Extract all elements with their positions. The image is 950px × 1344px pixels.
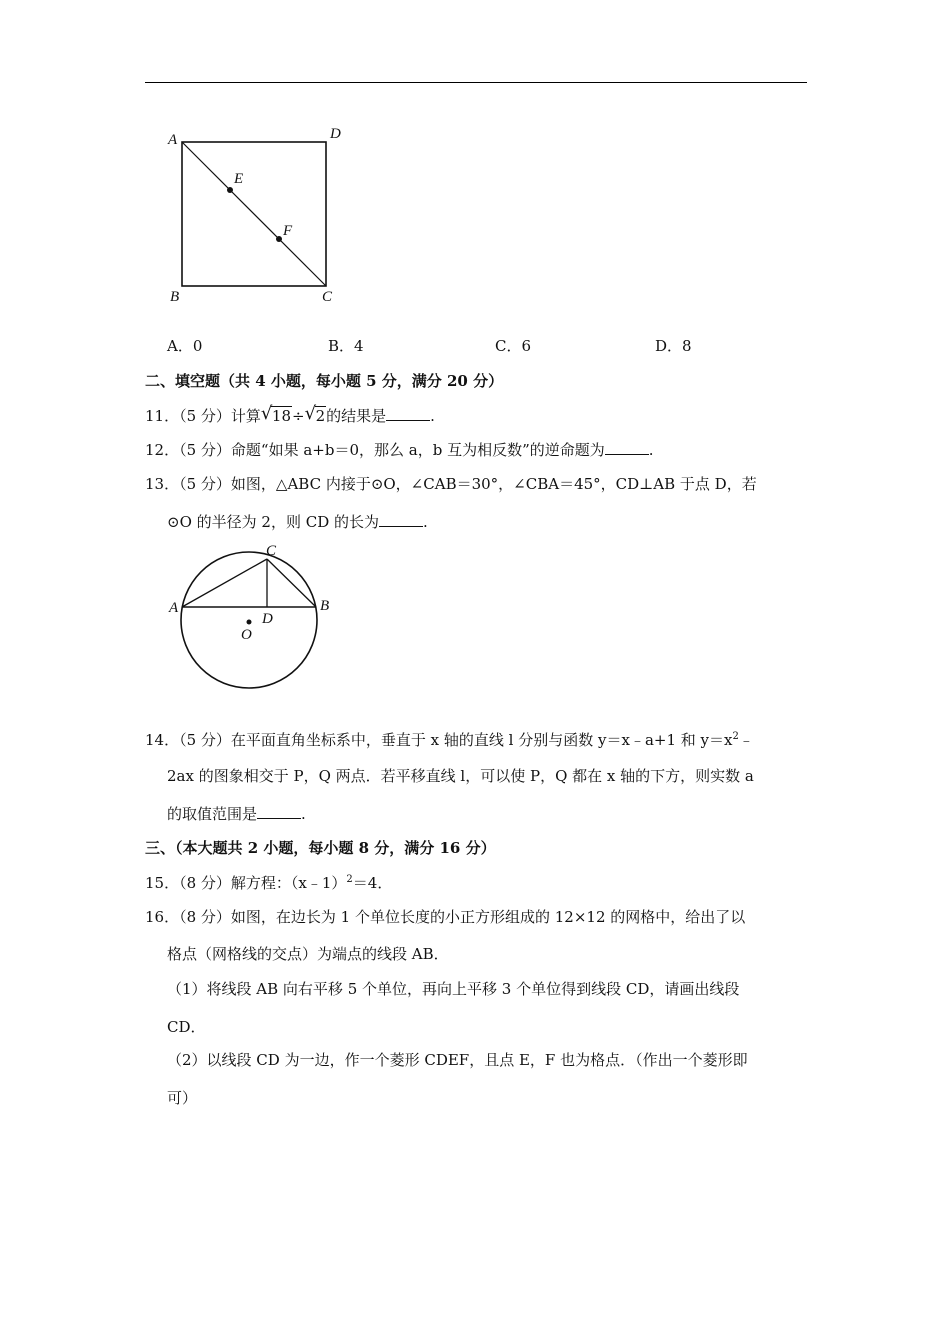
question-12 bbox=[145, 439, 654, 460]
option-c: C．6 bbox=[495, 337, 532, 355]
q14-number: 14． bbox=[145, 731, 180, 749]
q14-exponent: 2 bbox=[732, 731, 739, 742]
q16-part-1a: （1）将线段 AB 向右平移 5 个单位，再向上平移 3 个单位得到线段 CD，请画出线段 bbox=[167, 980, 740, 998]
center-o bbox=[247, 620, 252, 625]
radicand-18: 18 bbox=[271, 407, 291, 425]
q12-end: . bbox=[648, 441, 654, 459]
q14-text-3: 的取值范围是 bbox=[167, 805, 258, 823]
q14-end: . bbox=[301, 805, 306, 823]
q14-text-2: 2ax 的图象相交于 P，Q 两点．若平移直线 l，可以使 P，Q 都在 x 轴的下方，则实数 a bbox=[167, 767, 754, 785]
diagonal-ac bbox=[182, 142, 326, 286]
q11-number: 11． bbox=[145, 407, 180, 425]
q13-text-1: （5 分）如图，△ABC 内接于⊙O，∠CAB＝30°，∠CBA＝45°，CD⊥AB 于点 D，若 bbox=[179, 475, 757, 493]
q15-exponent: 2 bbox=[346, 874, 353, 885]
label-b: B bbox=[320, 598, 330, 614]
label-a: A bbox=[169, 600, 179, 616]
q11-end: . bbox=[430, 407, 435, 425]
square-figure bbox=[160, 120, 360, 310]
answer-blank bbox=[257, 806, 301, 819]
q13-end: . bbox=[423, 513, 428, 531]
question-16-part-2-line-2 bbox=[167, 1087, 197, 1108]
option-b: B．4 bbox=[328, 337, 364, 355]
section-2-title: 二、填空题（共 4 小题，每小题 5 分，满分 20 分） bbox=[145, 372, 504, 390]
q16-part-2b: 可） bbox=[167, 1089, 198, 1107]
q12-text: （5 分）命题“如果 a+b＝0，那么 a，b 互为相反数”的逆命题为 bbox=[179, 441, 605, 459]
segment-ac bbox=[182, 559, 267, 607]
option-d: D．8 bbox=[655, 337, 692, 355]
question-15 bbox=[145, 872, 392, 893]
label-e: E bbox=[234, 171, 244, 187]
question-13-line-2 bbox=[167, 511, 428, 532]
q16-text-1: （8 分）如图，在边长为 1 个单位长度的小正方形组成的 12×12 的网格中，给出了以 bbox=[179, 908, 746, 926]
label-b: B bbox=[170, 289, 180, 305]
q11-text: （5 分）计算 bbox=[179, 407, 261, 425]
q11-tail: 的结果是 bbox=[326, 407, 387, 425]
label-o: O bbox=[241, 627, 252, 643]
q15-tail: ＝4． bbox=[352, 874, 393, 892]
q15-number: 15． bbox=[145, 874, 180, 892]
q13-number: 13． bbox=[145, 475, 180, 493]
label-c: C bbox=[322, 289, 333, 305]
answer-blank bbox=[379, 514, 423, 527]
sqrt-18: √ 18 bbox=[260, 403, 291, 425]
question-16-part-1-line-1 bbox=[167, 978, 739, 999]
q16-part-2a: （2）以线段 CD 为一边，作一个菱形 CDEF，且点 E，F 也为格点．（作出一个菱形即 bbox=[167, 1051, 748, 1069]
sqrt-2: √ 2 bbox=[304, 403, 326, 425]
q13-text-2: ⊙O 的半径为 2，则 CD 的长为 bbox=[167, 513, 379, 531]
q14-minus: ﹣ bbox=[738, 731, 754, 749]
q16-text-2: 格点（网格线的交点）为端点的线段 AB． bbox=[167, 945, 449, 963]
question-14-line-2 bbox=[167, 765, 754, 786]
point-f bbox=[276, 236, 282, 242]
point-e bbox=[227, 187, 233, 193]
label-f: F bbox=[283, 223, 293, 239]
q14-text-1: （5 分）在平面直角坐标系中，垂直于 x 轴的直线 l 分别与函数 y＝x﹣a+1 和 y＝x bbox=[179, 731, 733, 749]
header-rule bbox=[145, 82, 807, 83]
question-13-line-1 bbox=[145, 473, 757, 494]
label-d: D bbox=[262, 611, 273, 627]
question-16-part-2-line-1 bbox=[167, 1049, 748, 1070]
radicand-2: 2 bbox=[315, 407, 326, 425]
question-11 bbox=[145, 405, 435, 426]
question-14-line-3 bbox=[167, 803, 306, 824]
question-16-part-1-line-2 bbox=[167, 1016, 206, 1037]
circle-figure bbox=[160, 540, 340, 700]
question-16-line-1 bbox=[145, 906, 745, 927]
answer-blank bbox=[605, 442, 649, 455]
q16-part-1b: CD． bbox=[167, 1018, 206, 1036]
label-a: A bbox=[168, 132, 178, 148]
option-a: A．0 bbox=[167, 337, 203, 355]
section-3-title: 三、（本大题共 2 小题，每小题 8 分，满分 16 分） bbox=[145, 839, 496, 857]
label-d: D bbox=[330, 126, 341, 142]
q15-text: （8 分）解方程：（x﹣1） bbox=[179, 874, 347, 892]
q12-number: 12． bbox=[145, 441, 180, 459]
answer-blank bbox=[386, 408, 430, 421]
question-16-line-2 bbox=[167, 943, 449, 964]
question-14-line-1 bbox=[145, 729, 754, 750]
label-c: C bbox=[266, 543, 277, 559]
q16-number: 16． bbox=[145, 908, 180, 926]
divide-sign: ÷ bbox=[292, 407, 305, 425]
